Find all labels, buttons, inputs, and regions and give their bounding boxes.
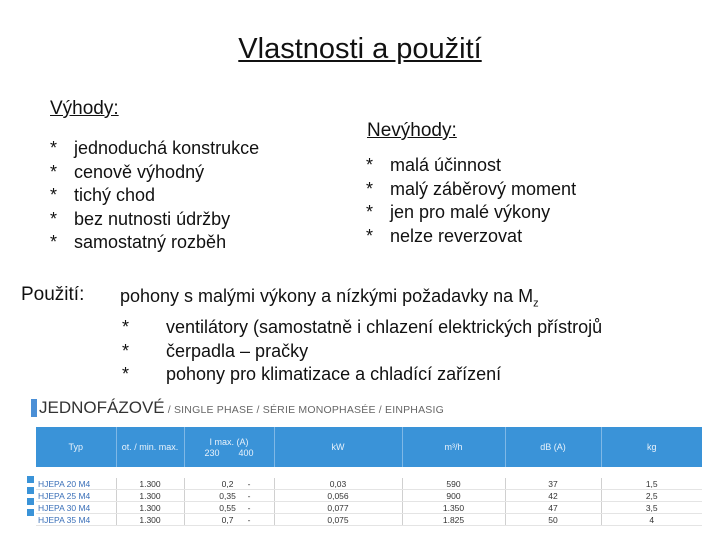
list-item: * malý záběrový moment xyxy=(366,178,577,199)
list-item: * jednoduchá konstrukce xyxy=(50,138,260,158)
col-kg: kg xyxy=(601,427,702,467)
table-row: HJEPA 20 M4 1.300 0,2 - 0,03 590 37 1,5 xyxy=(36,478,702,490)
row-marker-icon xyxy=(27,476,34,483)
list-item: * pohony pro klimatizace a chladící zařízení xyxy=(122,364,502,385)
usage-intro: pohony s malými výkony a nízkými požadavky na $M_z$ xyxy=(120,286,539,310)
table-row: HJEPA 30 M4 1.300 0,55 - 0,077 1.350 47 3,5 xyxy=(36,502,702,514)
list-item: * nelze reverzovat xyxy=(366,225,523,246)
col-flow: m³/h xyxy=(402,427,505,467)
advantages-heading: Výhody: xyxy=(50,98,119,119)
list-item: * bez nutnosti údržby xyxy=(50,208,231,229)
spec-table xyxy=(36,427,702,526)
list-item: * cenově výhodný xyxy=(50,161,205,182)
table-header-row xyxy=(36,427,702,467)
col-rpm: ot. / min. max. xyxy=(116,427,184,467)
row-marker-icon xyxy=(27,487,34,494)
table-row: HJEPA 35 M4 1.300 0,7 - 0,075 1.825 50 4 xyxy=(36,514,702,526)
col-kw: kW xyxy=(274,427,402,467)
col-imax: I max. (A) 230 400 xyxy=(184,427,274,467)
usage-block xyxy=(120,285,602,387)
table-row: HJEPA 25 M4 1.300 0,35 - 0,056 900 42 2,5 xyxy=(36,490,702,502)
advantages-list xyxy=(50,137,259,255)
table-section-title: JEDNOFÁZOVÉ / SINGLE PHASE / SÉRIE MONOPHASÉE / EINPHASIG xyxy=(39,398,444,417)
row-marker-icon xyxy=(27,498,34,505)
col-db: dB (A) xyxy=(505,427,601,467)
usage-label: Použití: xyxy=(21,284,85,305)
list-item: * malá účinnost xyxy=(366,155,502,175)
disadvantages-heading: Nevýhody: xyxy=(367,120,457,141)
section-marker xyxy=(31,399,37,417)
list-item: * ventilátory (samostatně i chlazení elektrických přístrojů xyxy=(122,317,603,338)
col-type: Typ xyxy=(36,427,116,467)
list-item: * tichý chod xyxy=(50,185,156,205)
list-item: * samostatný rozběh xyxy=(50,232,227,252)
page-title: Vlastnosti a použití xyxy=(238,33,482,65)
row-marker-icon xyxy=(27,509,34,516)
list-item: * jen pro malé výkony xyxy=(366,202,551,222)
disadvantages-list xyxy=(366,154,576,248)
list-item: * čerpadla – pračky xyxy=(122,340,309,361)
